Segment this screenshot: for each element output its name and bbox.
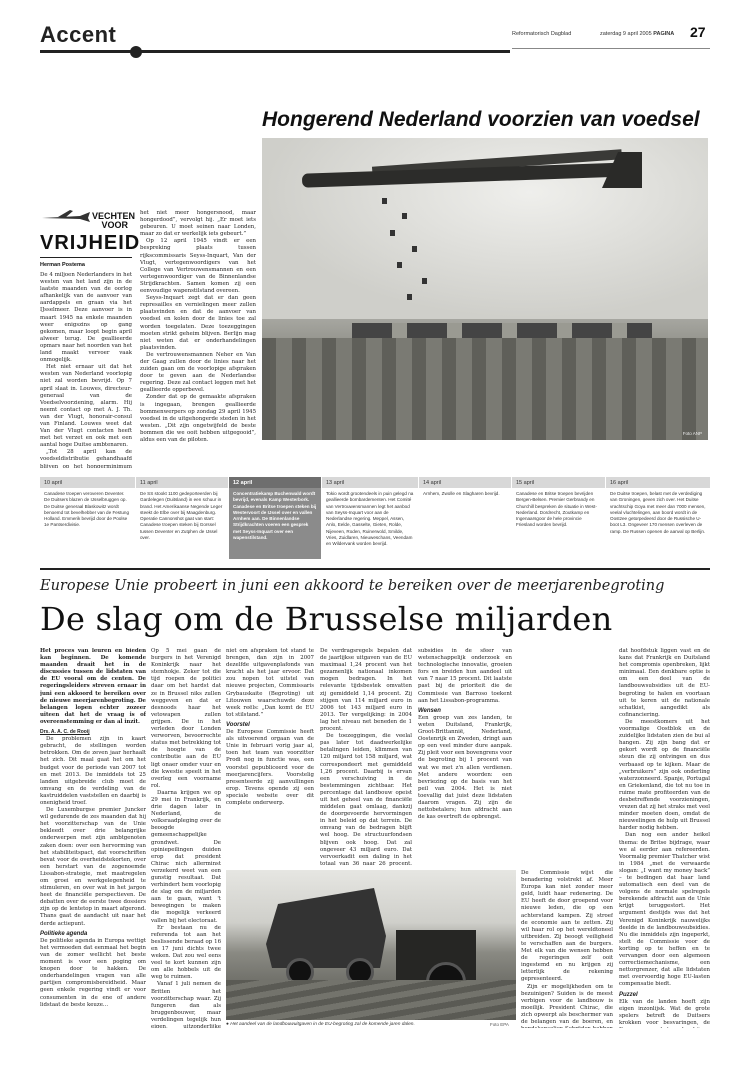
subheading: Politieke agenda: [40, 930, 88, 937]
byline: Drs. A. A. C. de Rooij: [40, 729, 90, 736]
subheading: Voorstel: [226, 721, 250, 728]
article-headline: De slag om de Brusselse miljarden: [40, 600, 613, 638]
subheading: Puzzel: [619, 991, 638, 998]
paragraph: Er bestaan nu de referenda tot aan het beslissende beraad op 16 en 17 juni dichts twee weken. Dat zou wel eens veel te kort kunnen zijn om alle hobbels uit de weg te ruimen.: [151, 924, 221, 981]
paragraph: De Europese Commissie heeft als uitvoerend orgaan van de Unie in februari vorig jaar al, toen het team van voorzitter Prodi nog in functie was, een voorstel gepubliceerd voor de meerjarencijfers. Voorstelig presenteerde zij aanvullingen erop. Tevens opende zij een speciale website over dit complete onderwerp.: [226, 729, 314, 806]
article2-column-4: [320, 648, 412, 866]
paragraph: De Luxemburgse premier Juncker wil gedurende de zes maanden dat hij het voorzitterschap van de Unie bekleedt over drie belangrijke onderwerpen met zijn ambtgenoten zaken doen: over een hervorming van het stabiliteitspact, dat voorschriften bevat voor de overheidstekorten, over een herstart van de zogenoemde Lissabon-strategie, met maatregelen om groei en werkgelegenheid te stimuleren, en over wat in het jargon heet de financiële perspectieven. De debatten over de eerste twee dossiers zijn op de lentetop in maart afgerond. Thans gaat de aandacht uit naar het derde actiepunt.: [40, 807, 146, 927]
timeline-day: [136, 477, 228, 559]
truck: [266, 888, 386, 968]
article2-column-1: [40, 648, 146, 1028]
paragraph: Vanaf 1 juli nemen de Britten het voorzitterschap waar. Zij fungeren dan als bruggenbouwer, maar verdelingen tegelijk hun eigen, uitzonderlijke: [151, 981, 221, 1028]
paragraph: Zijn er mogelijkheden om te bezuinigen? Suiden is de meest verbigen voor de landbouw is moeilijk. President Chirac, die zich opwerpt als beschermer van de belangen van de boeren, en: [521, 983, 613, 1025]
food-package: [402, 213, 407, 219]
paragraph: Daarna krijgen we op 29 mei in Frankrijk, en drie dagen later in Nederland, de volksraadpleging over de beoogde gemeenschappelijke grondwet. De opiniepeilingen duiden erop dat president Chirac nich allerminst verzekerd weet van een gunstig resultaat. Dat verhindert hem voorlopig de slag om de miljarden aan te gaan, want 't bewegingen te maken die mogelijk verkeerd vallen bij het electoraat.: [151, 789, 221, 924]
article2-column-2: [151, 648, 221, 1028]
section-dot: [130, 46, 142, 58]
timeline-text: Concentratiekamp Buchenwald wordt bevrijd, evenals Kamp Westerbork. Canadese en Britse troepen steken bij Westervoort de IJssel over en vallen Arnhem aan. De Binnenlandse Strijdkrachten voeren een gesprek met Seyss-Inquart over een wapenstilstand.: [233, 491, 317, 541]
paragraph: niet om afspraken tot stand te brengen, dan zijn in 2007 dezelfde uitgavenplafonds van kracht als het jaar ervoor. Dat zou nopen tot uitstel van nieuwe projecten, Commissaris Grybauskaite (Begroting) uit Litouwen waarschuwde deze week reëls: „Dan komt de EU tot stilstand.”: [226, 648, 314, 718]
article2-column-5b: [521, 870, 613, 1028]
paragraph: De politieke agenda in Europa wettigt het vermoeden dat eenmaal het begin van de zomer wellicht het beste moment is voor een poging om knopen door te hakken. De onderhandelingen vragen van alle partijen compromisbereidheid. Maar geen enkele regering vindt er voor consumenten in de ene of andere lidstaat de beste keuze...: [40, 937, 146, 1008]
article2-column-6: [619, 648, 710, 1028]
timeline-text: De SS stookt 1100 gedeporteerden bij Gardelegen (Duitsland) in een schuur in brand. Het Amerikaanse Negende Leger steekt de Elbe over bij Maagdenburg. Operatie Cannonshot gaat van start: Canadese troepen steken bij Gorssel tussen Deventer en Zutphen de IJssel over.: [140, 491, 223, 541]
paragraph: het niet meer hongersnood, maar hongerdood”, vervolgt hij. „Er moet iets gebeuren. U moet seinen naar Londen, maar zo dat er werkelijk iets gebeurt.”: [140, 210, 256, 238]
article1-column-1: [40, 272, 132, 468]
paragraph: De verdragsregels bepalen dat de jaarlijkse uitgaven van de EU maximaal 1,24 procent van het gezamenlijk nationaal inkomen mogen bedragen. In het relevante tijdsbestek omvatten zij gemiddeld 1,14 procent. Zij stijgen van 114 miljard euro in 2006 tot 143 miljard euro in 2013. Ter vergelijking: in 2004 lag het niveau net beneden de 1 procent.: [320, 648, 412, 733]
photo-bomber-food-drop: [262, 138, 708, 440]
photo-credit: Foto ANP: [682, 431, 702, 436]
timeline-date: 14 april: [419, 477, 511, 488]
timeline-day: [322, 477, 418, 559]
timeline-day: [512, 477, 605, 559]
photo-credit: Foto EPA: [490, 1022, 509, 1027]
series-label: VRIJHEID: [40, 232, 141, 254]
article2-column-3: [226, 648, 314, 866]
timeline-date: 15 april: [512, 477, 605, 488]
paragraph: Een groep van zes landen, te weten Duitsland, Frankrijk, Groot-Brittannië, Nederland, Oostenrijk en Zweden, dringt aan op een veel minder dure aanpak. Zij pleit voor een bovengrens voor de begroting bij 1 procent van wat we met z'n allen verdienen. Met andere woorden: een bevriezing op de basis van het peil van 2004. Het is niet toevallig dat juist deze lidstaten daarom vragen. Zij zijn de nettobetalers; hun afdracht aan de kas overtreft de opbrengst.: [418, 714, 512, 821]
timeline-text: Canadese troepen veroveren Deventer. De Duitsers blazen de IJsselbruggen op. De Duitse generaal Blaskowitz wordt benoemd tot bevelhebber van de Festung Holland. Emmerik bevrijd door de Poolse 1e Pantserdivisie.: [44, 491, 130, 528]
paragraph: subsidies in de sfeer van wetenschappelijk onderzoek en technologische innovatie, groeien fors en breiden hun aandeel uit van 7 naar 15 procent. Dit laatste past bij de prioriteit die de Commissie van Barroso toekent aan het Lissabon-programma.: [418, 648, 512, 704]
article-kicker: Europese Unie probeert in juni een akkoord te bereiken over de meerjarenbegroting: [40, 578, 665, 594]
timeline-day-highlight: [229, 477, 321, 559]
timeline-day: [419, 477, 511, 559]
paragraph: Seyss-Inquart zegt dat er dan geen represailles en vernielingen meer zullen plaatsvinden en dat de aanvoer van voedsel en kolen door de linies toe zal worden toegelaten. Deze toezeggingen moeten strikt geheim blijven. Berlijn mag niet weten dat er onderhandelingen plaatsvinden.: [140, 295, 256, 351]
field: [226, 980, 516, 1020]
paragraph: De Commissie wijst die benadering volstrekt af. Meer Europa kan niet zonder meer geld, luidt haar redenering. De EU heeft de door groepend voor nieuwe leden, die op een achterstand kampen. Zij stroef de economie aan te zetten. Zij wil haar rol op het wereldtoneel uitbreiden. Zij beoogt veiligheid te verschaffen aan de burgers. Met elk van die wensen hebben de regeringen zelf ooit ingestemd en nu krijgen zij letterlijk de rekening gepresenteerd.: [521, 870, 613, 983]
paragraph: Op 12 april 1945 vindt er een bespreking plaats tussen rijkscommissaris Seyss-Inquart, Van der Vlugt, vertegenwoordigers van het College van Vertrouwensmannen en een vertegenwoordiger van de Binnenlandse Strijdkrachten. Samen komen zij een eenvoudige wapenstilstand overeen.: [140, 238, 256, 295]
series-label-small: VECHTEN VOOR: [92, 211, 136, 230]
timeline-date: 11 april: [136, 477, 228, 488]
timeline-text: Canadese en Britse troepen bevrijden Bergen-Belsen. Premier Gerbrandy en Churchill bespreken de situatie in West-Nederland. Dordrecht, Zoutkamp en Ingenaarsgoor de hele provincie Friesland worden bevrijd.: [516, 491, 597, 528]
ground-fields: [262, 338, 708, 440]
section-rule: [40, 50, 510, 53]
article-headline: Hongerend Nederland voorzien van voedsel: [262, 108, 700, 131]
timeline-date: 13 april: [322, 477, 418, 488]
issue-date: zaterdag 9 april 2005 PAGINA: [600, 31, 675, 37]
paragraph: Zonder dat op de gemaakte afspraken is ingegaan, brengen geallieerde bommenwerpers op zondag 29 april 1945 voedsel in de uitgehongerde steden in het westen. „Dit zijn ongetwijfeld de beste bommen die we ooit hebben uitgegooid”, aldus een van de piloten.: [140, 394, 256, 443]
food-package: [412, 246, 417, 252]
food-package: [390, 230, 395, 236]
paragraph: De problemen zijn in kaart gebracht, de stellingen worden betrokken. Om de zeven jaar herhaalt het zich. Dit maal gaat het om het budget voor de periode van 2007 tot en met 2013. De inmiddels tot 25 landen uitgebreide club moet de omvang en de verdeling van de kastruiddelen vaststellen en daarbij is onenigheid troef.: [40, 736, 146, 806]
timeline-text: Arnhem, Zwolle en Slagharen bevrijd.: [423, 491, 500, 496]
header-rule: [512, 48, 710, 49]
food-package: [407, 294, 412, 300]
article1-column-2: [140, 210, 256, 468]
paragraph: De 4 miljoen Nederlanders in het westen van het land zijn in de laatste maanden van de oorlog afhankelijk van de aanvoer van aardappels en graan via het IJsselmeer. Deze aanvoer is in maart 1945 na enkele maanden weer enigszins op gang gekomen, maar loopt begin april alweer terug. De geallieerde opmars naar het noorden van het land maakt vervoer vaak onmogelijk.: [40, 272, 132, 364]
plane-icon: [40, 210, 92, 224]
paragraph: Elk van de landen hoeft zijn eigen inzonlijsk. Wat de grote spelers betreft de Duitsers krokken voor besvaringen, de: [619, 998, 710, 1026]
timeline-day: [40, 477, 135, 559]
paragraph: Het niet ernaar uit dat het westen van Nederland voorlopig niet zal worden bevrijd. Op 7 april slaat in. Louwes, directeur-generaal van de Voedselvoorziening, alarm. Hij neemt contact op met A. J. Th. van der Vlugt, honorair-consul van Finland. Louwes weet dat Van der Vlugt contacten heeft met het verzet en ook met een aantal hoge Duitse ambtenaren.: [40, 364, 132, 449]
byline: Herman Postema: [40, 262, 85, 268]
photo-harvest-truck: [226, 870, 516, 1020]
series-rule: [40, 257, 132, 258]
section-title: Accent: [40, 22, 117, 47]
food-package: [397, 262, 402, 268]
photo-caption: ● Het aandeel van de landbouwuitgaven in de EU-begroting zal de komende jaren dalen.: [226, 1022, 415, 1027]
subheading: Wensen: [418, 707, 441, 714]
timeline-text: Tokio wordt grootendeels in puin gelegd na geallieerde bombardementen. Het Comité van Vertrouwensmannen legt het aanbod van Seyss-Inquart voor aan de Nederlandse regering. Meppel, Assen, Anlo, Eelde, Gasselte, Gieten, Rolde, Nijeveen, Roden, Ruinerwold, Smilde, Vries, Zuidlaren, Nieuweschans, Veendam en Wildervank worden bevrijd.: [326, 491, 414, 547]
article2-column-5a: [418, 648, 512, 866]
article-lead: Het proces van leuren en bieden kan beginnen. De komende maanden draait het in de discussies tussen de lidstaten van de EU vooral om de centen. De regeringsleiders streven ernaar in juni een akkoord te bereiken over de nieuwe meerjarenbegroting. De belangen lopen echter zozeer uiteen dat het de vraag is of overeenstemming er dan al inzit.: [40, 648, 146, 725]
paragraph: Dan nog een ander heikel thema: de Britse bijdrage, waar we al eerder aan refereerden. Voormalig premier Thatcher wist in 1984 „met de verwaarde slogan: „I want my money back” – te bedingen dat haar land automatisch een deel van de volgens de normale spelregels berekende afdracht aan de Unie krijgt teruggestort. Het argument destijds was dat het Verenigd Koninkrijk nauwelijks deelde in de landbouwsubsidies. Nu die inmiddels zijn ingeperkt, stelt de Commissie voor de korting op te heffen en te vervangen door een algemeen correctiemechanisme, een nettorgrenzer, dat alle lidstaten met overvoerdig hoge EU-lasten compensatie biedt.: [619, 832, 710, 988]
paragraph: De vertrouwensmannen Neher en Van der Gaag zullen door de linies naar het zuiden gaan om de voorlopige afspraken door te geven aan de Nederlandse regering. Deze zal contact leggen met het geallieerde opperbevel.: [140, 351, 256, 394]
paragraph: dat hoofdstuk liggen vast en de kans dat Frankrijk en Duitsland het compromis openbreken, lijkt minimaal. Een denkbare optie is om een deel van de landbouwsubsidies uit de EU-begroting te halen en voortaan uit te keren uit de nationale schatkist, aangedikt als cofinanciering.: [619, 648, 710, 718]
timeline-date: 16 april: [606, 477, 710, 488]
paragraph: De meestkomers uit het voormalige Oostblok en de zuidelijke lidstaten zien de bui al hangen. Zij zijn bang dat er gekort wordt op de financiële steun die zij ontvingen en dus verbaasd op te kijken. Maar de „verbruikers” zijn ook onderling waterzonneerd. Spanje, Portugal en Griekenland, die tot nu toe in ruime mate profiteerden van de desbetreffende voorzieningen, vrezen dat zij het straks met veel minder moeten doen, omdat de nieuwelingen de hulp uit Brussel harder nodig hebben.: [619, 718, 710, 832]
publication-name: Reformatorisch Dagblad: [512, 31, 572, 37]
food-package: [422, 278, 427, 284]
timeline-date: 10 april: [40, 477, 135, 488]
section-divider: [40, 568, 710, 570]
paragraph: De toezeggingen, die veelal pas later tot daadwerkelijke betalingen leiden, klimmen van 120 miljard tot 158 miljard, wat correspondeert met gemiddeld 1,26 procent. Daarbij is ervan een verschuiving in de bestemmingen zichtbaar. Het percentage dat landbouw opeist uit het geheel van de financiële middelen gaat omlaag, dankzij de doorgevoerde hervormingen in het beleid op dat terrein. De omvang van de bedragen blijft wel hoog. De structuurfondsen blijven ook hoog. Dat zal ongeveer 43 miljard euro. Dat vervoerkadit een daling in het totaal van 36 naar 26 procent.: [320, 733, 412, 866]
timeline-date: 12 april: [229, 477, 321, 488]
food-package: [382, 198, 387, 204]
page-number: 27: [690, 24, 706, 40]
paragraph: „Tot 28 april kan de voedseldistributie gehandhaafd blijven op het hongerminimum: [40, 449, 132, 468]
timeline-day: [606, 477, 710, 559]
timeline-text: De Duitse troepen, belast met de verdediging van Groningen, geven zich over. Het Duitse vrachtschip Goya met meer dan 7000 mensen, veelal vluchtelingen, aan boord wordt in de Oostzee getorpedeerd door de Russische U-boot L3. Ongeveer 170 mensen overleven de ramp. De Russen openen de aanval op Berlijn.: [610, 491, 706, 534]
paragraph: Op 5 mei gaan de burgers in het Verenigd Koninkrijk naar het stemhokje. Zeker tot die tijd roepen de politici daar om het hardst dat ze in Brussel niks zullen weggeven en dat er desnoods haar het vetowapen zullen grijpen. De in het verleden door Londen verworven, bevoorrechte status met betrekking tot de hoogte van de contributie aan de EU ligt onaer omder vuur en die kwestie speelt in het overleg een voorname rol.: [151, 648, 221, 789]
